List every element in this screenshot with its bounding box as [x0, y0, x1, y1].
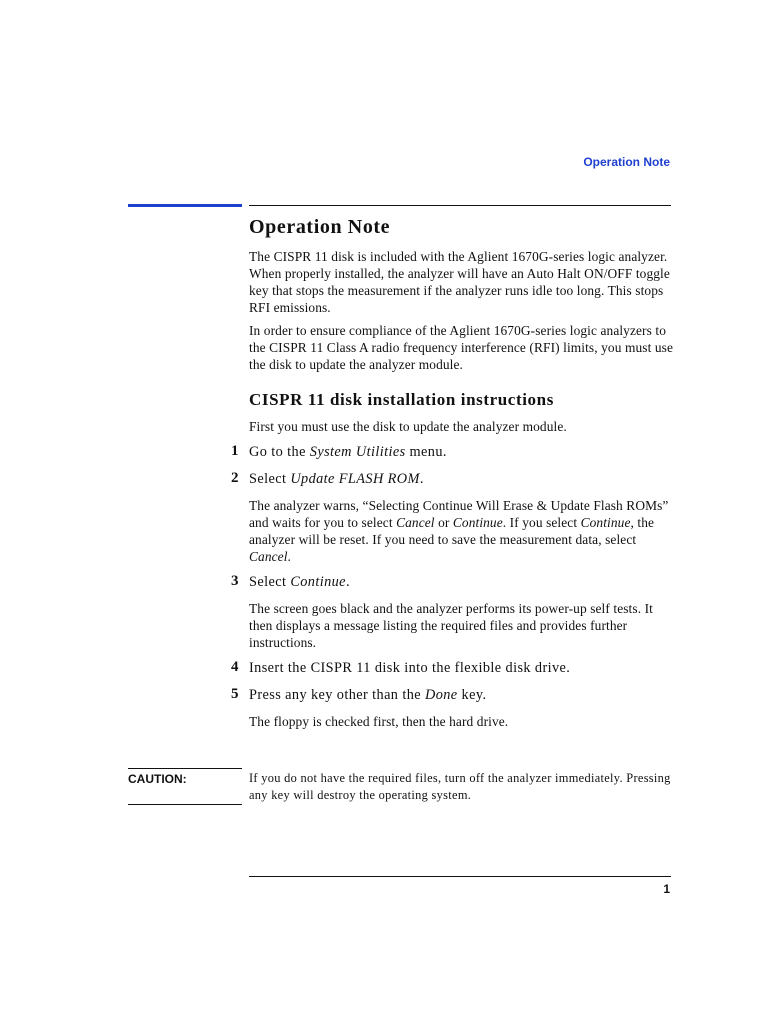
step-number: 2	[231, 470, 239, 486]
step-text: Select Update FLASH ROM.	[249, 471, 424, 487]
footer-rule	[249, 876, 671, 877]
step-5	[231, 686, 674, 705]
main-content	[231, 216, 674, 738]
step-5-note: The floppy is checked first, then the hard drive.	[249, 714, 509, 729]
step-text: Go to the System Utilities menu.	[249, 444, 447, 460]
page-number: 1	[663, 882, 670, 896]
step-number: 4	[231, 659, 239, 675]
step-2-note: The analyzer warns, “Selecting Continue Will Erase & Update Flash ROMs” and waits for you to select Cancel or Continue. If you select Continue, the analyzer will be reset. If you need to save the measurement data, select Cancel.	[249, 498, 669, 564]
caution-rule-bottom	[128, 804, 242, 805]
caution-label: CAUTION:	[128, 772, 187, 786]
caution-text: If you do not have the required files, turn off the analyzer immediately. Pressing any key will destroy the operating system.	[249, 771, 671, 802]
instructions-intro: First you must use the disk to update the analyzer module.	[249, 419, 567, 434]
section-divider	[249, 205, 671, 206]
page-title: Operation Note	[249, 216, 391, 238]
section-heading: CISPR 11 disk installation instructions	[249, 390, 554, 409]
running-header: Operation Note	[583, 155, 670, 169]
step-number: 1	[231, 443, 239, 459]
compliance-paragraph: In order to ensure compliance of the Aglient 1670G-series logic analyzers to the CISPR 11 Class A radio frequency interference (RFI) limits, you must use the disk to update the analyzer module.	[249, 323, 674, 372]
step-2	[231, 470, 674, 489]
step-3-note: The screen goes black and the analyzer performs its power-up self tests. It then displays a message listing the required files and provides further instructions.	[249, 601, 653, 650]
caution-rule-top	[128, 768, 242, 769]
step-number: 5	[231, 686, 239, 702]
step-text: Insert the CISPR 11 disk into the flexible disk drive.	[249, 660, 571, 676]
step-number: 3	[231, 573, 239, 589]
step-3	[231, 573, 674, 592]
step-text: Select Continue.	[249, 574, 350, 590]
intro-paragraph: The CISPR 11 disk is included with the Aglient 1670G-series logic analyzer. When properly installed, the analyzer will have an Auto Halt ON/OFF toggle key that stops the measurement if the analyzer runs idle too long. This stops RFI emissions.	[249, 249, 670, 315]
step-4	[231, 659, 674, 678]
step-1	[231, 443, 674, 462]
accent-rule	[128, 204, 242, 207]
step-text: Press any key other than the Done key.	[249, 687, 487, 703]
